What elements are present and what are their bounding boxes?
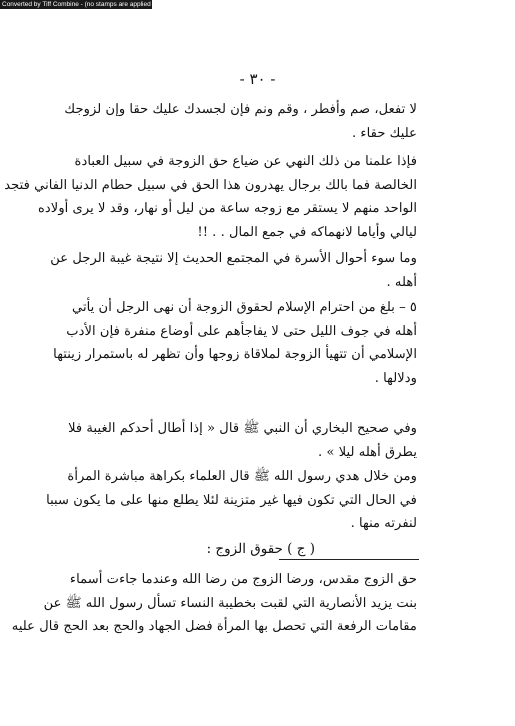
paragraph-7 bbox=[11, 568, 417, 639]
section-heading: ( ج ) حقوق الزوج : bbox=[206, 541, 315, 557]
paragraph-line: يطرق أهله ليلا » . bbox=[318, 444, 417, 460]
paragraph-4 bbox=[53, 296, 417, 390]
paragraph-line: حق الزوج مقدس، ورضا الزوج من رضا الله وعندما جاءت أسماء bbox=[69, 572, 417, 587]
paragraph-3 bbox=[50, 247, 417, 294]
paragraph-line: لا تفعل، صم وأفطر ، وقم ونم فإن لجسدك عليك حقا وإن لزوجك bbox=[64, 102, 417, 117]
paragraph-line: وفي صحيح البخاري أن النبي ﷺ قال « إذا أطال أحدكم الغيبة فلا bbox=[68, 421, 417, 436]
paragraph-line: أهله في جوف الليل حتى لا يفاجأهم على أوضاع منفرة فإن الأدب bbox=[66, 323, 417, 339]
paragraph-line: ودلالها . bbox=[374, 370, 417, 386]
paragraph-line: ٥ – بلغ من احترام الإسلام لحقوق الزوجة أن نهى الرجل أن يأتي bbox=[72, 300, 417, 315]
section-heading-underline bbox=[279, 559, 419, 560]
paragraph-line: فإذا علمنا من ذلك النهي عن ضياع حق الزوجة في سبيل العبادة bbox=[74, 154, 417, 169]
paragraph-5 bbox=[68, 417, 417, 464]
paragraph-line: ومن خلال هدي رسول الله ﷺ قال العلماء بكراهة مباشرة المرأة bbox=[67, 469, 417, 484]
paragraph-line: أهله . bbox=[386, 274, 417, 290]
paragraph-line: لنفرته منها . bbox=[350, 516, 417, 531]
paragraph-line: في الحال التي تكون فيها غير متزينة لئلا يطلع منها على ما يكون سببا bbox=[46, 492, 417, 508]
paragraph-line: الإسلامي أن تتهيأ الزوجة لملاقاة زوجها وأن تظهر له باستمرار زينتها bbox=[53, 347, 417, 362]
converter-notice-bar bbox=[0, 0, 216, 9]
paragraph-line: الخالصة فما بالك برجال يهدرون هذا الحق في سبيل حطام الدنيا الفاني فتجد bbox=[4, 177, 417, 193]
paragraph-line: ليالي وأياما لانهماكه في جمع المال . . !! bbox=[197, 224, 417, 240]
paragraph-line: عليك حقاء . bbox=[352, 125, 417, 141]
paragraph-line: الواحد منهم لا يستقر مع زوجه ساعة من ليل أو نهار، وقد لا يرى أولاده bbox=[38, 201, 417, 216]
paragraph-2 bbox=[4, 150, 417, 244]
converter-notice-text: Converted by Tiff Combine - (no stamps are applied by registered version) bbox=[2, 1, 216, 8]
paragraph-6 bbox=[46, 465, 417, 536]
page-number: - ٣٠ - bbox=[239, 70, 276, 88]
paragraph-line: وما سوء أحوال الأسرة في المجتمع الحديث إلا نتيجة غيبة الرجل عن bbox=[50, 251, 417, 266]
paragraph-line: مقامات الرفعة التي تحصل بها المرأة فضل الجهاد والحج بعد الحج قال عليه bbox=[11, 619, 417, 634]
paragraph-1 bbox=[64, 98, 417, 145]
paragraph-line: بنت يزيد الأنصارية التي لقبت بخطيبة النساء تسأل رسول الله ﷺ عن bbox=[43, 595, 417, 611]
